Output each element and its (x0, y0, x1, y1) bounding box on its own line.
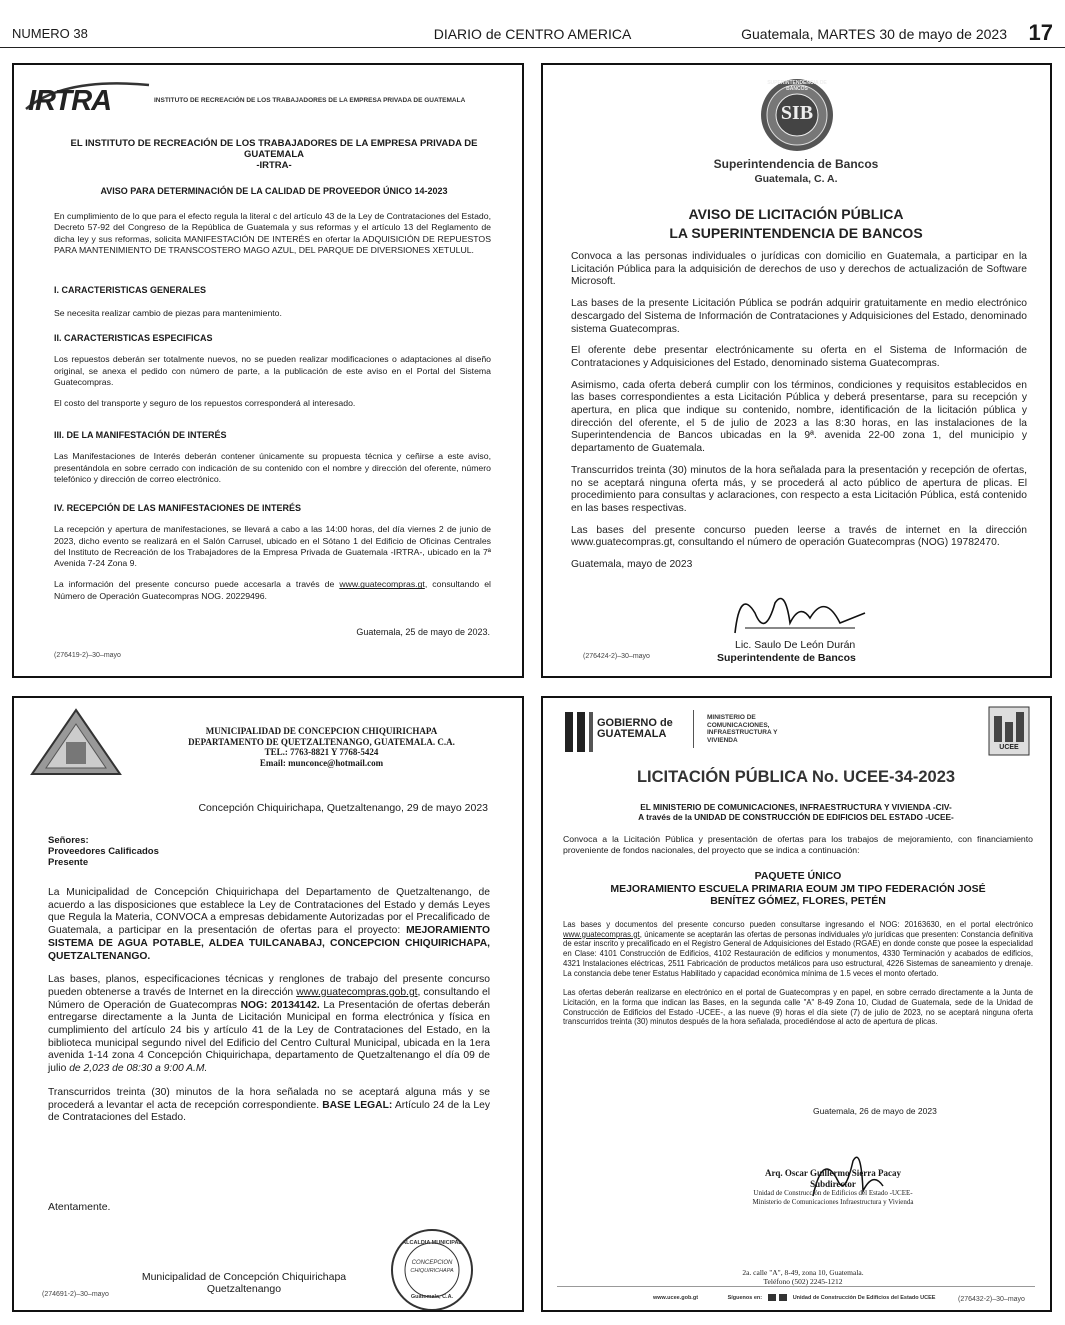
ucee-title: LICITACIÓN PÚBLICA No. UCEE-34-2023 (636, 768, 956, 786)
municipal-ad-code: (274691-2)–30–mayo (42, 1291, 109, 1298)
municipal-email (134, 758, 509, 769)
irtra-intro-text: En cumplimiento de lo que para el efecto regula la literal c del artículo 43 de la Ley de Contrataciones del Estado, Decreto 57-92 del Congreso de la República de Guatemala y sus reformas y el artículo 13 del Reglamento de dicha ley y sus reformas, solicita MANIFESTACIÓN DE INTERÉS en ofertar la ADQUISICIÓN DE REPUESTOS PARA MANTENIMIENTO DE TRANSCOSTERO MAGO AZUL, DEL PARQUE DE DIVERSIONES XETULUL. (54, 211, 491, 255)
newspaper-name: DIARIO de CENTRO AMERICA (433, 26, 632, 42)
ucee-paragraph-1 (563, 920, 1033, 978)
sib-seal-letters: SIB (780, 102, 814, 124)
addressee-line3: Presente (48, 857, 89, 868)
municipal-department: DEPARTAMENTO DE QUETZALTENANGO, GUATEMALA. C.A. (188, 736, 455, 747)
ucee-subtitle-line2: A través de la UNIDAD DE CONSTRUCCIÓN DE EDIFICIOS DEL ESTADO -UCEE- (638, 812, 954, 822)
irtra-section-4-text: La recepción y apertura de manifestaciones, se llevará a cabo a las 14:00 horas, del día viernes 2 de junio de 2023, dicho evento se realizará en el Salón Carrusel, ubicado en el Sótano 1 del Edificio de Oficinas Centrales del Instituto de Recreación de los Trabajadores de la Empresa Privada de Guatemala -IRTRA-, ubicado en la 7ª Avenida 7-24 Zona 9. (54, 524, 491, 569)
ucee-signer-name: Arq. Oscar Guillermo Sierra Pacay (765, 1168, 901, 1178)
ucee-intro (563, 834, 1033, 856)
municipal-signer-line2: Quetzaltenango (206, 1283, 282, 1295)
sib-org (543, 157, 1049, 187)
stamp-text-2: CONCEPCION (411, 1260, 453, 1266)
ucee-subtitle (543, 802, 1049, 822)
sib-aviso-line1: AVISO DE LICITACIÓN PÚBLICA (688, 206, 904, 222)
ucee-body (563, 920, 1033, 1027)
ucee-footer-divider (557, 1286, 1035, 1287)
ucee-footer-unit: Unidad de Construcción De Edificios del Estado UCEE (792, 1294, 936, 1301)
ucee-notice (541, 696, 1052, 1312)
project-name: MEJORAMIENTO SISTEMA DE AGUA POTABLE, ALDEA TUILCANABAJ, CONCEPCION CHIQUIRICHAPA, QUETZALTENANGO. (48, 925, 490, 962)
ucee-package-line3: BENÍTEZ GÓMEZ, FLORES, PETÉN (710, 895, 886, 907)
ucee-phone: Teléfono (502) 2245-1212 (763, 1277, 843, 1286)
ucee-package (563, 870, 1033, 908)
page-number: 17 (1028, 20, 1053, 45)
email-value[interactable]: munconce@hotmail.com (288, 757, 384, 768)
irtra-logo: IRTRA (28, 85, 112, 117)
irtra-intro (54, 211, 491, 256)
ucee-paragraph-2: Las ofertas deberán realizarse en electrónico en el portal de Guatecompras y en papel, en sobre cerrado directamente a la Junta de Licitación, en la forma que indican las Bases, en la segunda calle "A" 8-49 Zona 10, Ciudad de Guatemala, sede de la Unidad de Construcción de Edificios del Estado -UCEE-, a las nueve (9) horas el día siete (7) de julio de 2023, no se aceptará ninguna oferta transcurridos treinta (30) minutos después de la hora señalada, procediéndose al acto de apertura de plicas. (563, 988, 1033, 1027)
ucee-p1-b: , únicamente se aceptarán las ofertas de personas individuales y/o jurídicas que presenten: Constancia definitiva de estar inscrito y precalificado en el Registro General de Adquisiciones del Estado (RGAE) en donde conste que posee la especialidad en Clase: 4101 Construcción de Edificios, 4102 Restauración de edificios y monumentos, 4330 Terminación y acabados de edificios, 4321 Instalaciones eléctricas, 2511 Fabricación de productos metálicos para uso estructural, 4226 Sistemas de saneamiento y drenaje. La constancia debe tener Estatus Habilitado y capacidad económica mínima de 1.5 veces el monto ofertado. (563, 929, 1033, 978)
sib-date: Guatemala, mayo de 2023 (571, 559, 693, 571)
base-legal-label: BASE LEGAL: (322, 1099, 393, 1111)
ucee-logo-text: UCEE (999, 744, 1019, 751)
p3-text-a: Transcurridos treinta (30) minutos de la hora señalada no se aceptará alguna más y se procederá a levantar el acta de recepción correspondiente. (48, 1086, 490, 1111)
municipal-nog: NOG: 20134142. (240, 999, 320, 1011)
ucee-package-line2: MEJORAMIENTO ESCUELA PRIMARIA EOUM JM TIPO FEDERACIÓN JOSÉ (610, 882, 986, 895)
sib-signature-icon (715, 583, 875, 643)
gobierno-line1: GOBIERNO de (597, 717, 673, 729)
irtra-ad-code: (276419-2)–30–mayo (54, 652, 121, 659)
irtra-section-3 (54, 430, 491, 485)
sib-ad-code: (276424-2)–30–mayo (583, 653, 650, 660)
irtra-section-1-title: I. CARACTERISTICAS GENERALES (54, 285, 207, 295)
irtra-section-2-text2: El costo del transporte y seguro de los repuestos corresponderá al interesado. (54, 398, 356, 409)
municipal-closing: Atentamente. (48, 1201, 111, 1213)
irtra-title-line2: -IRTRA- (256, 160, 292, 171)
facebook-icon[interactable] (768, 1294, 776, 1301)
gobierno-logo-icon (563, 710, 595, 754)
sib-paragraph-5: Transcurridos treinta (30) minutos de la hora señalada para la presentación y recepción de ofertas, no se aceptará ninguna oferta más, y se procederá al acto público de apertura de plicas. El procedimiento para consultas y aclaraciones, con respecto a esta Licitación Pública, está contenido en las bases respectivas. (571, 464, 1027, 514)
stamp-text-3: CHIQUIRICHAPA (410, 1268, 454, 1274)
sib-paragraph-3: El oferente debe presentar electrónicamente su oferta en el Sistema de Información de Contrataciones y Adquisiciones del Estado, denominado sistema Guatecompras. (571, 345, 1027, 369)
irtra-notice (12, 63, 524, 678)
irtra-nog-text: , consultando el Número de Operación Guatecompras NOG. 20229496. (54, 579, 491, 601)
ucee-address (673, 1268, 933, 1286)
p2-text-a: Las bases, planos, especificaciones técnicas y renglones de trabajo del presente concurso pueden obtenerse a través de Internet en la dirección (48, 974, 490, 998)
sib-paragraph-6: Las bases del presente concurso pueden leerse a través de internet en la dirección www.guatecompras.gt, consultando el número de operación Guatecompras (NOG) 19782470. (571, 524, 1027, 549)
sib-paragraph-4: Asimismo, cada oferta deberá cumplir con los términos, condiciones y requisitos establecidos en las bases correspondientes a esta Licitación Pública y deberá presentarse, para su recepción y apertura, en plica que indique su contenido, nombre, identificación de la licitación pública y dirección del oferente, el 5 de julio de 2023 a las 8:30 horas, en las instalaciones de la Superintendencia de Bancos ubicadas en la 9ª. avenida 22-00 zona 1, del municipio y departamento de Guatemala. (571, 379, 1027, 455)
p2-text-b: , consultando el Número de Operación de Guatecompras (48, 986, 491, 1011)
municipal-body (48, 887, 490, 1125)
ucee-follow-label: Síguenos en: (727, 1294, 763, 1301)
irtra-section-2-title: II. CARACTERISTICAS ESPECIFICAS (54, 333, 213, 343)
stamp-text-1: ALCALDIA MUNICIPAL (402, 1240, 462, 1246)
municipal-addressee (48, 835, 159, 868)
ucee-guatecompras-link[interactable]: www.guatecompras.gt (563, 929, 640, 939)
irtra-section-4-text2 (54, 579, 491, 602)
ucee-signer-ministry: Ministerio de Comunicaciones Infraestructura y Vivienda (752, 1198, 914, 1206)
municipal-name: MUNICIPALIDAD DE CONCEPCION CHIQUIRICHAPA (205, 726, 438, 736)
ministerio-line3: INFRAESTRUCTURA Y (707, 729, 778, 736)
municipalidad-notice (12, 696, 524, 1312)
ministerio-line1: MINISTERIO DE (707, 714, 756, 721)
ucee-intro-text: Convoca a la Licitación Pública y presentación de ofertas para los trabajos de mejoramiento, con financiamiento proveniente de fondos nacionales, del proyecto que se indica a continuación: (563, 834, 1033, 855)
irtra-aviso-heading: AVISO PARA DETERMINACIÓN DE LA CALIDAD DE PROVEEDOR ÚNICO 14-2023 (100, 186, 448, 196)
addressee-line2: Proveedores Calificados (48, 846, 159, 857)
municipal-paragraph-2 (48, 974, 490, 1076)
irtra-section-3-title: III. DE LA MANIFESTACIÓN DE INTERÉS (54, 430, 227, 440)
newspaper-header (0, 0, 1065, 48)
irtra-info-text: La información del presente concurso puede accesarla a través de (54, 579, 340, 590)
irtra-section-2 (54, 333, 491, 409)
municipal-crest-icon (30, 708, 122, 778)
issue-number: NUMERO 38 (12, 26, 88, 41)
ucee-subtitle-line1: EL MINISTERIO DE COMUNICACIONES, INFRAESTRUCTURA Y VIVIENDA -CIV- (640, 802, 952, 812)
p2-text-c: La Presentación de ofertas deberán entregarse directamente a la Junta de Licitación Municipal en forma electrónica y física en cumplimiento del artículo 24 bis y artículo 41 de la Ley de Contrataciones del Estado, en la biblioteca municipal segundo nivel del Edificio del Centro Cultural Municipal, ubicada en la 1era avenida 1-14 zona 4 Concepción Chiquirichapa, departamento de Quetzaltenango el día 09 de julio (48, 999, 490, 1075)
ministerio-text (707, 714, 777, 744)
email-label: Email: (259, 757, 289, 768)
irtra-title-line1: EL INSTITUTO DE RECREACIÓN DE LOS TRABAJADORES DE LA EMPRESA PRIVADA DE GUATEMALA (70, 138, 478, 160)
p2-schedule: de 2,023 de 08:30 a 9:00 A.M. (69, 1063, 208, 1075)
municipal-phone: TEL.: 7763-8821 Y 7768-5424 (264, 747, 379, 757)
ucee-ad-code: (276432-2)–30–mayo (958, 1296, 1025, 1303)
irtra-section-1-text: Se necesita realizar cambio de piezas para mantenimiento. (54, 308, 282, 319)
ucee-p1-a: Las bases y documentos del presente concurso pueden consultarse ingresando el NOG: 20163630, en el portal electrónico (563, 920, 1033, 929)
sib-body (571, 251, 1027, 572)
ucee-signer-title: Subdirector (810, 1178, 856, 1189)
p3-text-c: Artículo 24 de la Ley de Contrataciones del Estado. (48, 1099, 490, 1124)
ucee-address-line: 2a. calle "A", 8-49, zona 10, Guatemala. (742, 1268, 864, 1277)
addressee-line1: Señores: (48, 835, 89, 846)
irtra-section-4 (54, 503, 491, 602)
twitter-icon[interactable] (779, 1294, 787, 1301)
municipal-date: Concepción Chiquirichapa, Quetzaltenango, 29 de mayo 2023 (198, 802, 488, 814)
ucee-website-link[interactable]: www.ucee.gob.gt (653, 1294, 699, 1301)
sib-paragraph-1: Convoca a las personas individuales o jurídicas con domicilio en Guatemala, a participar en la Licitación Pública para la adquisición de derechos de uso y derechos de actualización de Software Microsoft. (571, 251, 1027, 288)
sib-org-location: Guatemala, C. A. (754, 173, 838, 185)
ucee-date: Guatemala, 26 de mayo de 2023 (813, 1106, 937, 1116)
gobierno-line2: GUATEMALA (597, 728, 667, 740)
gobierno-text (597, 718, 673, 740)
sib-seal-ring-text: SUPERINTENDENCIA DE BANCOS (767, 80, 827, 92)
irtra-guatecompras-link[interactable]: www.guatecompras.gt (339, 579, 425, 590)
irtra-section-1 (54, 285, 491, 320)
irtra-date: Guatemala, 25 de mayo de 2023. (356, 627, 490, 637)
sib-signer-title: Superintendente de Bancos (717, 652, 856, 664)
municipal-paragraph-1 (48, 887, 490, 963)
sib-notice (541, 63, 1052, 678)
ministerio-line2: COMUNICACIONES, (707, 721, 770, 729)
irtra-title (54, 138, 494, 171)
stamp-text-4: Guatemala, C.A. (410, 1294, 454, 1300)
municipal-signer-line1: Municipalidad de Concepción Chiquirichapa (141, 1271, 347, 1283)
ucee-signer-unit: Unidad de Construcción de Edificios del Estado -UCEE- (753, 1189, 913, 1197)
ucee-footer (653, 1294, 935, 1301)
municipal-signature-block (114, 1271, 374, 1295)
sib-aviso-heading (543, 205, 1049, 243)
municipal-letterhead (134, 726, 509, 768)
sib-org-name: Superintendencia de Bancos (713, 157, 879, 171)
municipal-guatecompras-link[interactable]: www.guatecompras.gob.gt (296, 986, 418, 998)
irtra-section-2-text: Los repuestos deberán ser totalmente nuevos, no se pueden realizar modificaciones o adaptaciones al diseño original, se anexa el pedido con número de parte, a la publicación de este aviso en el Portal del Sistema Guatecompras. (54, 354, 491, 387)
sib-signer-name: Lic. Saulo De León Durán (735, 639, 856, 651)
municipal-paragraph-3 (48, 1087, 490, 1125)
issue-date: Guatemala, MARTES 30 de mayo de 2023 (741, 26, 1007, 42)
ucee-package-line1: PAQUETE ÚNICO (754, 870, 842, 882)
ucee-signature-block (723, 1168, 943, 1207)
header-divider (693, 710, 694, 748)
p1-text: La Municipalidad de Concepción Chiquirichapa del Departamento de Quetzaltenango, de acuerdo a las disposiciones que establece la Ley de Contrataciones del Estado y demás Leyes que Regula la Materia, CONVOCA a empresas debidamente Autorizadas por el Precalificado de Guatemala, a participar en la presentación de ofertas para el proyecto: (48, 887, 490, 937)
ministerio-line4: VIVIENDA (707, 736, 738, 744)
sib-aviso-line2: LA SUPERINTENDENCIA DE BANCOS (669, 225, 923, 241)
sib-paragraph-2: Las bases de la presente Licitación Pública se podrán adquirir gratuitamente en medio electrónico descargado del Sistema de Información de Contrataciones y Adquisiciones del Estado, denominado sistema Guatecompras. (571, 298, 1027, 335)
irtra-section-4-title: IV. RECEPCIÓN DE LAS MANIFESTACIONES DE INTERÉS (54, 503, 302, 513)
irtra-logo-tagline: INSTITUTO DE RECREACIÓN DE LOS TRABAJADORES DE LA EMPRESA PRIVADA DE GUATEMALA (154, 97, 466, 104)
irtra-section-3-text: Las Manifestaciones de Interés deberán contener únicamente su propuesta técnica y ceñirse a este aviso, presentándola en sobre cerrado con indicación de su contenido con el nombre y dirección del oferente, número telefónico y dirección de correo electrónico. (54, 451, 491, 484)
